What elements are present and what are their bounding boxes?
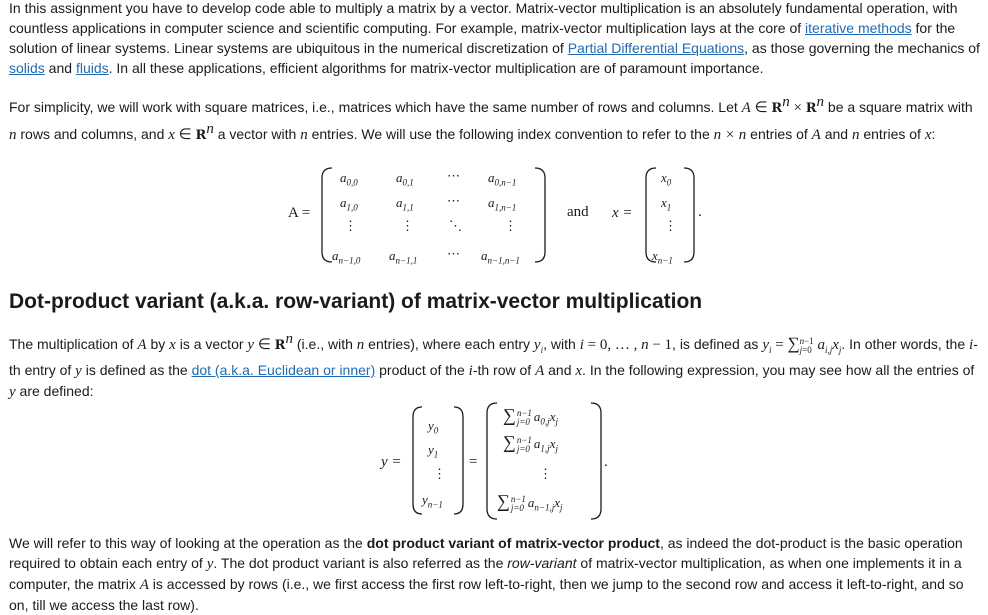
text: rows and columns, and — [16, 126, 169, 142]
text: and — [544, 362, 576, 378]
matrix-entry: $a_{1,n-1}$ — [488, 195, 517, 213]
text: is defined as the — [81, 362, 192, 378]
text: , with — [543, 336, 580, 352]
text: -th entry of — [9, 336, 978, 378]
equation-lhs-y: y = — [381, 454, 402, 470]
vector-entry: $x_1$ — [661, 195, 672, 213]
math-n-times-n: n × n — [713, 127, 747, 143]
math-A: A — [535, 363, 545, 379]
text: . The dot product variant is also referred as the — [213, 555, 508, 571]
matrix-entry-dots: ⋯ — [447, 168, 460, 183]
text: We will refer to this way of looking at the operation as the — [9, 535, 367, 551]
sum-vdots: ⋮ — [539, 466, 552, 481]
vector-entry: $x_{n-1}$ — [652, 248, 673, 266]
math-n: n — [356, 337, 365, 353]
math-x: x — [168, 127, 175, 143]
link-solids[interactable]: solids — [9, 60, 45, 76]
matrix-entry-dots: ⋯ — [447, 246, 460, 261]
text: . In other words, the — [841, 336, 970, 352]
math-x: x — [575, 363, 583, 379]
text: product of the — [375, 362, 469, 378]
text: of matrix-vector multiplication, as when one implements it in a computer, the matrix — [9, 555, 962, 592]
matrix-entry-vdots: ⋮ — [504, 218, 517, 233]
vector-y-entry: $y_{n-1}$ — [422, 492, 443, 510]
italic-term: row-variant — [507, 555, 577, 571]
matrix-entry: $a_{1,0}$ — [340, 195, 358, 213]
vector-brackets — [0, 400, 988, 525]
matrix-entry-dots: ⋯ — [447, 193, 460, 208]
intro-text: for the solution of linear systems. Linear systems are ubiquitous in the numerical discretization of — [9, 20, 956, 56]
text: a vector with — [213, 126, 301, 142]
link-fluids[interactable]: fluids — [75, 60, 109, 76]
math-i-range: i = 0, … , n − 1 — [579, 337, 673, 353]
matrix-entry: $a_{n-1,0}$ — [332, 248, 361, 266]
simplicity-paragraph — [9, 92, 981, 146]
vector-y-entry: $y_0$ — [428, 418, 439, 436]
text: -th row of — [472, 362, 536, 378]
math-in-Rn: ∈ $R^n$ — [174, 121, 214, 143]
vector-entry: $x_0$ — [661, 170, 672, 188]
text: entries of — [746, 126, 812, 142]
intro-text: . In all these applications, efficient algorithms for matrix-vector multiplication are of paramount importance. — [108, 60, 764, 76]
text: The multiplication of — [9, 336, 138, 352]
vector-entry-vdots: ⋮ — [664, 218, 677, 233]
equation-lhs-x: x = — [612, 205, 633, 221]
math-y: y — [9, 384, 16, 400]
text: For simplicity, we will work with square matrices, i.e., matrices which have the same number of rows and columns. Let — [9, 99, 742, 115]
matrix-entry: $a_{0,1}$ — [396, 170, 414, 188]
math-i: i — [969, 337, 974, 353]
equation-equals: = — [469, 454, 478, 470]
text: be a square matrix with — [824, 99, 973, 115]
math-A: A — [137, 337, 147, 353]
equation-period: . — [604, 454, 608, 470]
sum-row-n-1: ∑n−1 j=0 $a_{n-1,j}x_j$ — [497, 491, 563, 514]
matrix-entry: $a_{0,0}$ — [340, 170, 358, 188]
text: . In the following expression, you may see how all the entries of — [582, 362, 975, 378]
section-title: Dot-product variant (a.k.a. row-variant) of matrix-vector multiplication — [9, 290, 703, 313]
link-pde[interactable]: Partial Differential Equations — [567, 40, 745, 56]
text: entries. We will use the following index convention to refer to the — [307, 126, 714, 142]
equation-and: and — [567, 204, 589, 220]
text: , as indeed the dot-product is the basic operation required to obtain each entry of — [9, 535, 963, 571]
math-y-i: $y_i$ — [533, 337, 544, 355]
math-A-in-RnxRn: ∈ $R^n \times R^n$ — [750, 94, 825, 116]
text: : — [931, 126, 936, 142]
vector-y-entry: $y_1$ — [428, 442, 439, 460]
math-y-in-Rn: y ∈ $R^n$ — [247, 331, 293, 353]
math-n: n — [9, 127, 17, 143]
intro-paragraph — [9, 0, 981, 78]
text: and — [820, 126, 852, 142]
matrix-entry-ddots: ⋱ — [449, 218, 462, 233]
matrix-entry-vdots: ⋮ — [344, 218, 357, 233]
math-n: n — [851, 127, 860, 143]
equation-period: . — [698, 204, 702, 220]
math-x: x — [924, 127, 932, 143]
definition-paragraph — [9, 329, 981, 402]
math-yi-sum: $y_i = \sum n-1$ j=0 $a_{i,j}x_j$ — [762, 334, 842, 355]
text: entries of — [859, 126, 925, 142]
math-x: x — [169, 337, 176, 353]
math-n: n — [300, 127, 308, 143]
vector-y-equation — [0, 400, 988, 525]
sum-row-0: ∑n−1 j=0 $a_{0,j}x_j$ — [503, 405, 558, 428]
text: is accessed by rows (i.e., we first access the first row left-to-right, then we jump to the second row and access it left-to-right, and so on, till we access the last row). — [9, 576, 964, 613]
equation-lhs-A: A = — [288, 205, 311, 221]
math-A: A — [139, 577, 149, 593]
link-iterative-methods[interactable]: iterative methods — [805, 20, 912, 36]
link-dot-product[interactable]: dot (a.k.a. Euclidean or inner) — [191, 362, 376, 378]
matrix-entry: $a_{n-1,n-1}$ — [481, 248, 520, 266]
matrix-entry-vdots: ⋮ — [401, 218, 414, 233]
math-A: A — [741, 100, 751, 116]
math-y: y — [75, 363, 82, 379]
text: are defined: — [15, 383, 94, 399]
text: , is defined as — [672, 336, 763, 352]
text: entries), where each entry — [364, 336, 534, 352]
text: by — [146, 336, 170, 352]
intro-text: In this assignment you have to develop code able to multiply a matrix by a vector. Matrix-vector multiplication is an absolutely fundamental operation, with countless applications in computer science and scientific computing. For example, matrix-vector multiplication lays at the core of — [9, 0, 958, 36]
text: (i.e., with — [292, 336, 357, 352]
matrix-entry: $a_{1,1}$ — [396, 195, 414, 213]
text: is a vector — [175, 336, 248, 352]
math-A: A — [811, 127, 821, 143]
sum-row-1: ∑n−1 j=0 $a_{1,j}x_j$ — [503, 432, 558, 455]
vector-y-vdots: ⋮ — [433, 466, 446, 481]
intro-text: and — [44, 60, 76, 76]
math-y: y — [206, 556, 214, 572]
matrix-entry: $a_{n-1,1}$ — [389, 248, 418, 266]
closing-paragraph — [9, 533, 981, 615]
matrix-A-and-vector-x-equation — [0, 160, 988, 270]
intro-text: , as those governing the mechanics of — [744, 40, 980, 56]
math-i: i — [468, 363, 473, 379]
bold-term: dot product variant of matrix-vector product — [366, 535, 660, 551]
matrix-entry: $a_{0,n-1}$ — [488, 170, 517, 188]
